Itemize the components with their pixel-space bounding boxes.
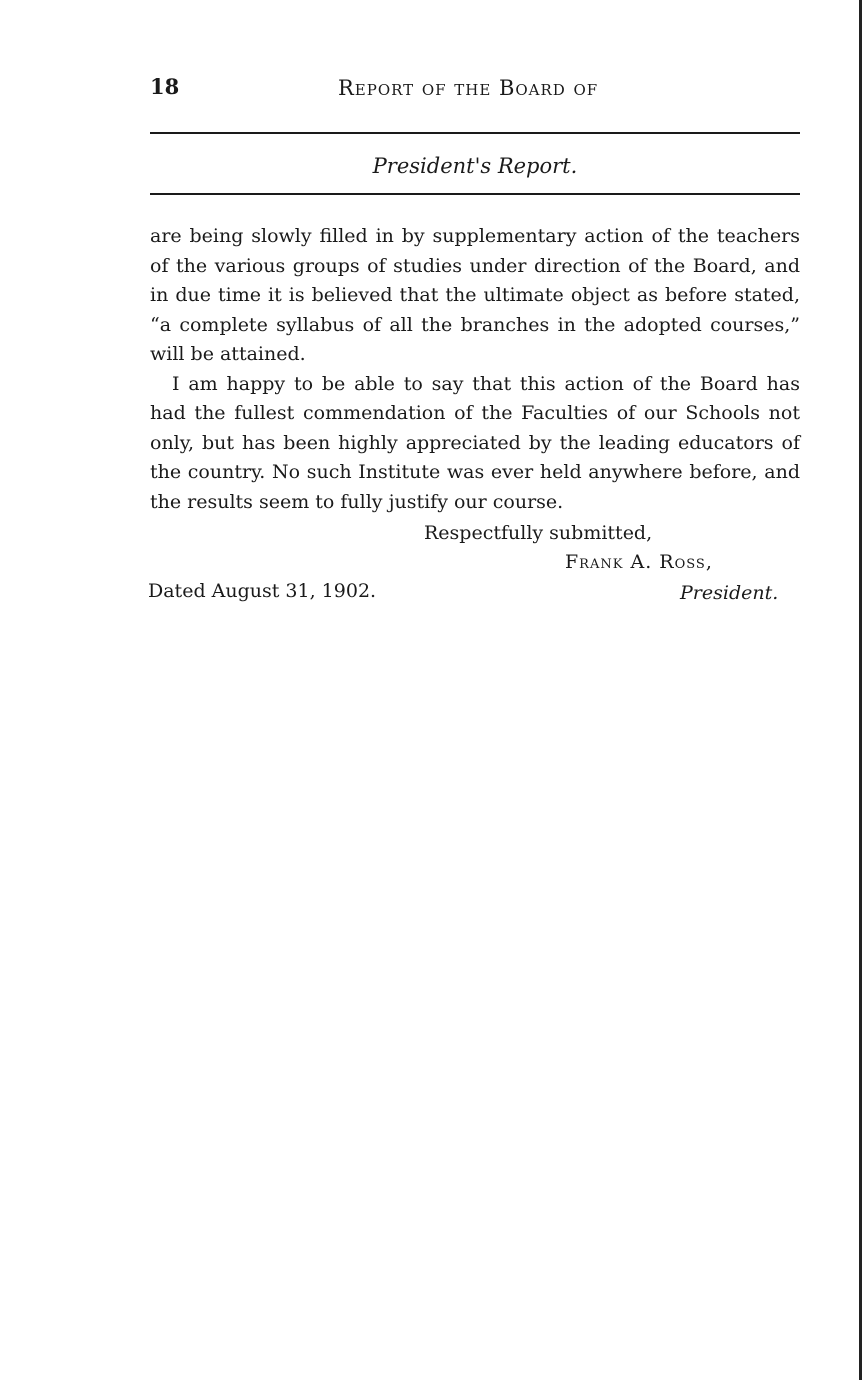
paragraph-1: are being slowly filled in by supplementary action of the teachers of the various groups of studies under direction of the Board, and in due time it is believed that the ultimate object as before stated, “a complete syllabus of all the branches in the adopted courses,” will be attained. [150, 225, 800, 365]
body-text [150, 222, 800, 517]
signer-title: President. [680, 582, 779, 604]
section-heading: President's Report. [372, 154, 578, 178]
complimentary-close: Respectfully submitted, [424, 522, 653, 544]
paragraph-2: I am happy to be able to say that this action of the Board has had the fullest commendation of the Faculties of our Schools not only, but has been highly appreciated by the leading educators of the country. No such Institute was ever held anywhere before, and the results seem to fully justify our course. [150, 372, 800, 513]
header-rule-top [150, 132, 800, 134]
date-line: Dated August 31, 1902. [148, 580, 377, 602]
running-head: Report of the Board of [338, 76, 599, 100]
page-number: 18 [150, 74, 180, 99]
header-rule-bottom [150, 193, 800, 195]
signer-name: Frank A. Ross, [565, 551, 713, 573]
